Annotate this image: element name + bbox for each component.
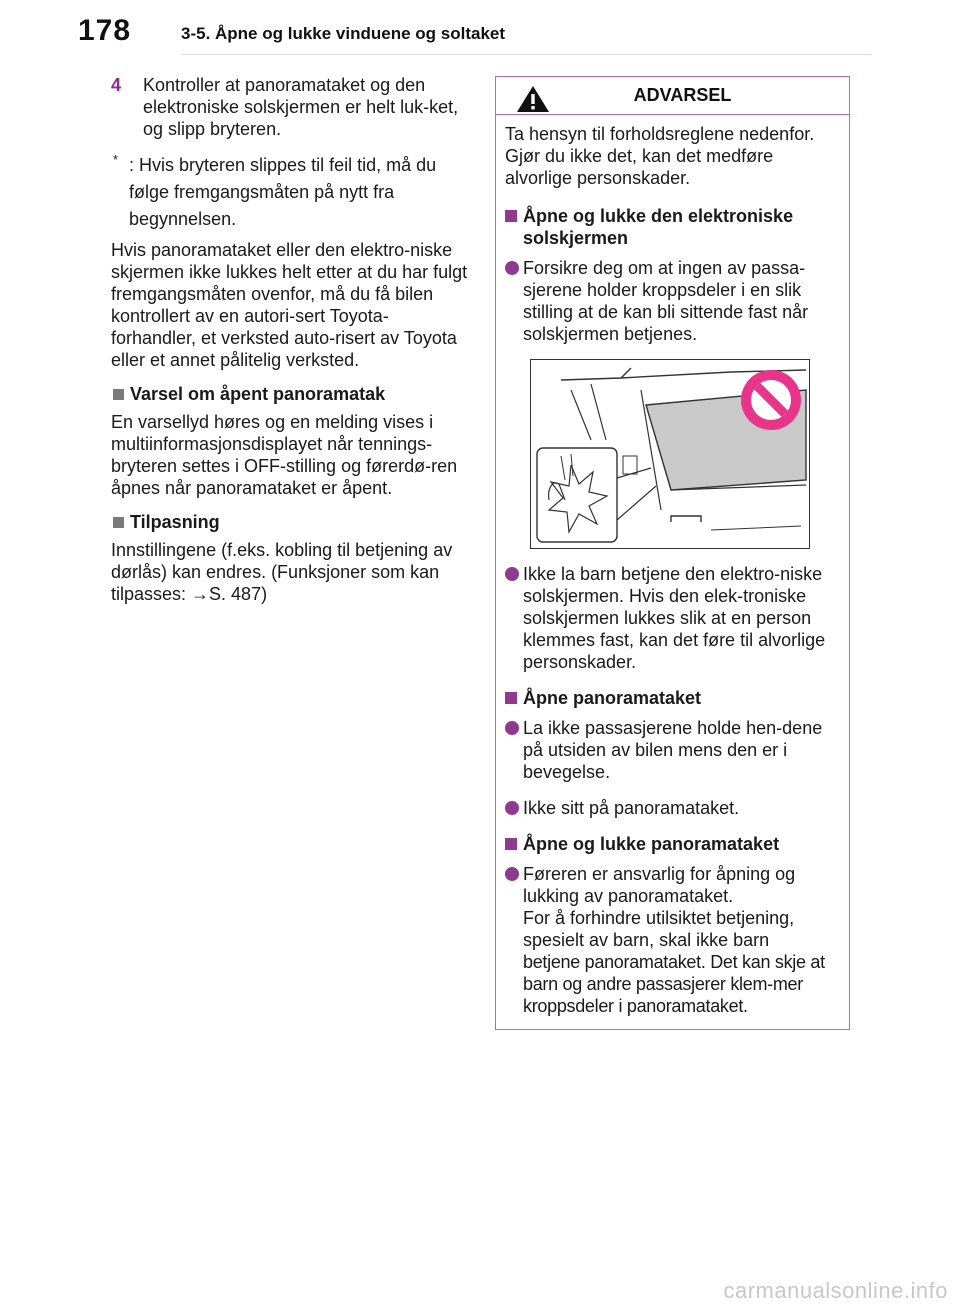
section-title: 3-5. Åpne og lukke vinduene og soltaket (181, 24, 506, 43)
round-bullet-icon (505, 867, 519, 881)
hand-pinched-by-sunshade-icon (531, 360, 809, 548)
left-column (111, 74, 471, 617)
square-bullet-icon (505, 692, 517, 704)
warning-triangle-icon (516, 85, 550, 113)
subheading-warning-open-roof: Varsel om åpent panoramatak (111, 383, 471, 405)
warning-bullet: Føreren er ansvarlig for åpning og lukking av panoramataket. For å forhindre utilsiktet betjening, spesielt av barn, skal ikke barn betjene panoramataket. Det kan skje at barn og andre passasjerer klem-mer kroppsdeler i panoramataket. (505, 863, 840, 1017)
warning-bullet: Ikke la barn betjene den elektro-niske solskjermen. Hvis den elek-troniske solskjermen lukkes slik at en person klemmes fast, kan det føre til alvorlige personskader. (505, 563, 840, 673)
header-divider (181, 54, 871, 55)
footnote-marker: * (113, 152, 119, 167)
paragraph-customization: Innstillingene (f.eks. kobling til betjening av dørlås) kan endres. (Funksjoner som kan tilpasses: →S. 487) (111, 540, 453, 604)
warning-title: ADVARSEL (633, 85, 732, 105)
footnote (111, 152, 471, 233)
warning-subheading-open-roof: Åpne panoramataket (505, 687, 840, 709)
subheading-customization: Tilpasning (111, 511, 471, 533)
watermark: carmanualsonline.info (723, 1278, 948, 1303)
paragraph-inspection: Hvis panoramataket eller den elektro-niske skjermen ikke lukkes helt etter at du har fulgt fremgangsmåten ovenfor, må du få bilen kontrollert av en autori-sert Toyota-forhandler, et verksted auto-risert av Toyota eller et annet pålitelig verksted. (111, 240, 468, 370)
warning-box (495, 76, 850, 1030)
warning-subheading-sunshade: Åpne og lukke den elektroniske solskjermen (505, 205, 840, 249)
step-text: Kontroller at panoramataket og den elektroniske solskjermen er helt luk-ket, og slipp bryteren. (143, 75, 459, 139)
pinch-hazard-illustration (530, 359, 810, 549)
page-number: 178 (78, 14, 132, 47)
round-bullet-icon (505, 721, 519, 735)
step-4 (111, 74, 471, 140)
warning-bullet: Ikke sitt på panoramataket. (505, 797, 840, 819)
square-bullet-icon (113, 389, 124, 400)
warning-bullet: La ikke passasjerene holde hen-dene på utsiden av bilen mens den er i bevegelse. (505, 717, 840, 783)
square-bullet-icon (505, 838, 517, 850)
round-bullet-icon (505, 261, 519, 275)
warning-body (496, 115, 849, 1017)
footnote-text: : Hvis bryteren slippes til feil tid, må du følge fremgangsmåten på nytt fra begynnelsen. (129, 155, 437, 229)
warning-bullet: Forsikre deg om at ingen av passa-sjerene holder kroppsdeler i en slik stilling at de kan bli sittende fast når solskjermen betjenes. (505, 257, 840, 345)
warning-header (496, 77, 849, 115)
warning-intro: Ta hensyn til forholdsreglene nedenfor. Gjør du ikke det, kan det medføre alvorlige personskader. (505, 124, 815, 188)
round-bullet-icon (505, 801, 519, 815)
square-bullet-icon (505, 210, 517, 222)
step-number: 4 (111, 75, 122, 95)
square-bullet-icon (113, 517, 124, 528)
warning-subheading-open-close-roof: Åpne og lukke panoramataket (505, 833, 840, 855)
paragraph-warning-open-roof: En varsellyd høres og en melding vises i multiinformasjonsdisplayet når tennings-bryteren settes i OFF-stilling og førerdø-ren åpnes når panoramataket er åpent. (111, 412, 458, 498)
round-bullet-icon (505, 567, 519, 581)
